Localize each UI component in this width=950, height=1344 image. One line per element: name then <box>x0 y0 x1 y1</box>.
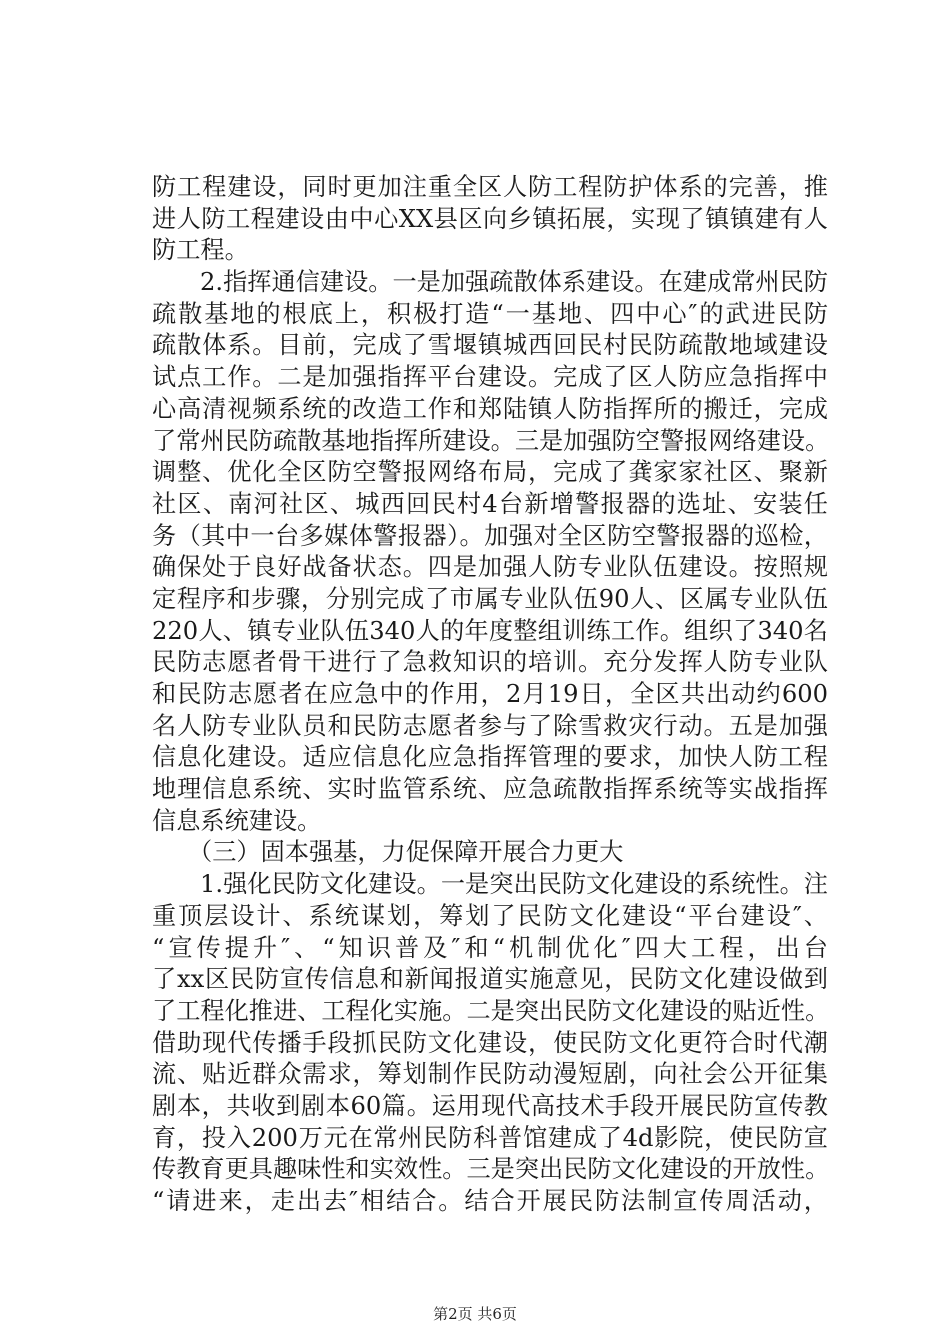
text-line: 调整、优化全区防空警报网络布局，完成了龚家家社区、聚新 <box>152 458 828 487</box>
text-line: 和民防志愿者在应急中的作用，2月19日，全区共出动约600 <box>152 680 828 708</box>
section-heading: （三）固本强基，力促保障开展合力更大 <box>188 838 624 867</box>
text-line: 信息系统建设。 <box>152 806 322 835</box>
text-line: 疏散基地的根底上，积极打造“一基地、四中心″的武进民防 <box>152 299 828 328</box>
text-line: 了xx区民防宣传信息和新闻报道实施意见，民防文化建设做到 <box>152 965 828 994</box>
text-line: 进人防工程建设由中心XX县区向乡镇拓展，实现了镇镇建有人 <box>152 204 828 233</box>
text-line: 借助现代传播手段抓民防文化建设，使民防文化更符合时代潮 <box>152 1028 828 1057</box>
text-line: 220人、镇专业队伍340人的年度整组训练工作。组织了340名 <box>152 616 828 645</box>
text-line: “宣传提升″、“知识普及″和“机制优化″四大工程，出台 <box>152 933 828 962</box>
text-line-paragraph-start: 2.指挥通信建设。一是加强疏散体系建设。在建成常州民防 <box>200 268 828 297</box>
document-body <box>152 172 828 1218</box>
text-line: 育，投入200万元在常州民防科普馆建成了4d影院，使民防宣 <box>152 1123 828 1152</box>
text-line: “请进来，走出去″相结合。结合开展民防法制宣传周活动， <box>152 1187 828 1215</box>
text-line: 地理信息系统、实时监管系统、应急疏散指挥系统等实战指挥 <box>152 775 828 804</box>
text-line: 了工程化推进、工程化实施。二是突出民防文化建设的贴近性。 <box>152 996 830 1025</box>
page-footer <box>0 1304 950 1324</box>
page-number: 第2页 共6页 <box>433 1305 517 1323</box>
text-line: 民防志愿者骨干进行了急救知识的培训。充分发挥人防专业队 <box>152 648 828 677</box>
text-line: 定程序和步骤，分别完成了市属专业队伍90人、区属专业队伍 <box>152 584 828 613</box>
text-line: 传教育更具趣味性和实效性。三是突出民防文化建设的开放性。 <box>152 1155 830 1184</box>
text-line: 重顶层设计、系统谋划，筹划了民防文化建设“平台建设″、 <box>152 901 828 930</box>
text-line-paragraph-start: 1.强化民防文化建设。一是突出民防文化建设的系统性。注 <box>200 870 828 899</box>
text-line: 名人防专业队员和民防志愿者参与了除雪救灾行动。五是加强 <box>152 711 828 740</box>
text-line: 防工程建设，同时更加注重全区人防工程防护体系的完善，推 <box>152 173 828 201</box>
text-line: 确保处于良好战备状态。四是加强人防专业队伍建设。按照规 <box>152 553 828 582</box>
text-line: 疏散体系。目前，完成了雪堰镇城西回民村民防疏散地域建设 <box>152 331 828 360</box>
text-line: 流、贴近群众需求，筹划制作民防动漫短剧，向社会公开征集 <box>152 1060 828 1089</box>
text-line: 了常州民防疏散基地指挥所建设。三是加强防空警报网络建设。 <box>152 426 830 455</box>
text-line: 心高清视频系统的改造工作和郑陆镇人防指挥所的搬迁，完成 <box>152 394 828 423</box>
text-line: 试点工作。二是加强指挥平台建设。完成了区人防应急指挥中 <box>152 363 828 392</box>
text-line: 社区、南河社区、城西回民村4台新增警报器的选址、安装任 <box>152 489 828 518</box>
text-line: 务（其中一台多媒体警报器）。加强对全区防空警报器的巡检， <box>152 521 828 550</box>
text-line: 信息化建设。适应信息化应急指挥管理的要求，加快人防工程 <box>152 743 828 772</box>
text-line: 剧本，共收到剧本60篇。运用现代高技术手段开展民防宣传教 <box>152 1091 828 1120</box>
text-line: 防工程。 <box>152 236 249 265</box>
